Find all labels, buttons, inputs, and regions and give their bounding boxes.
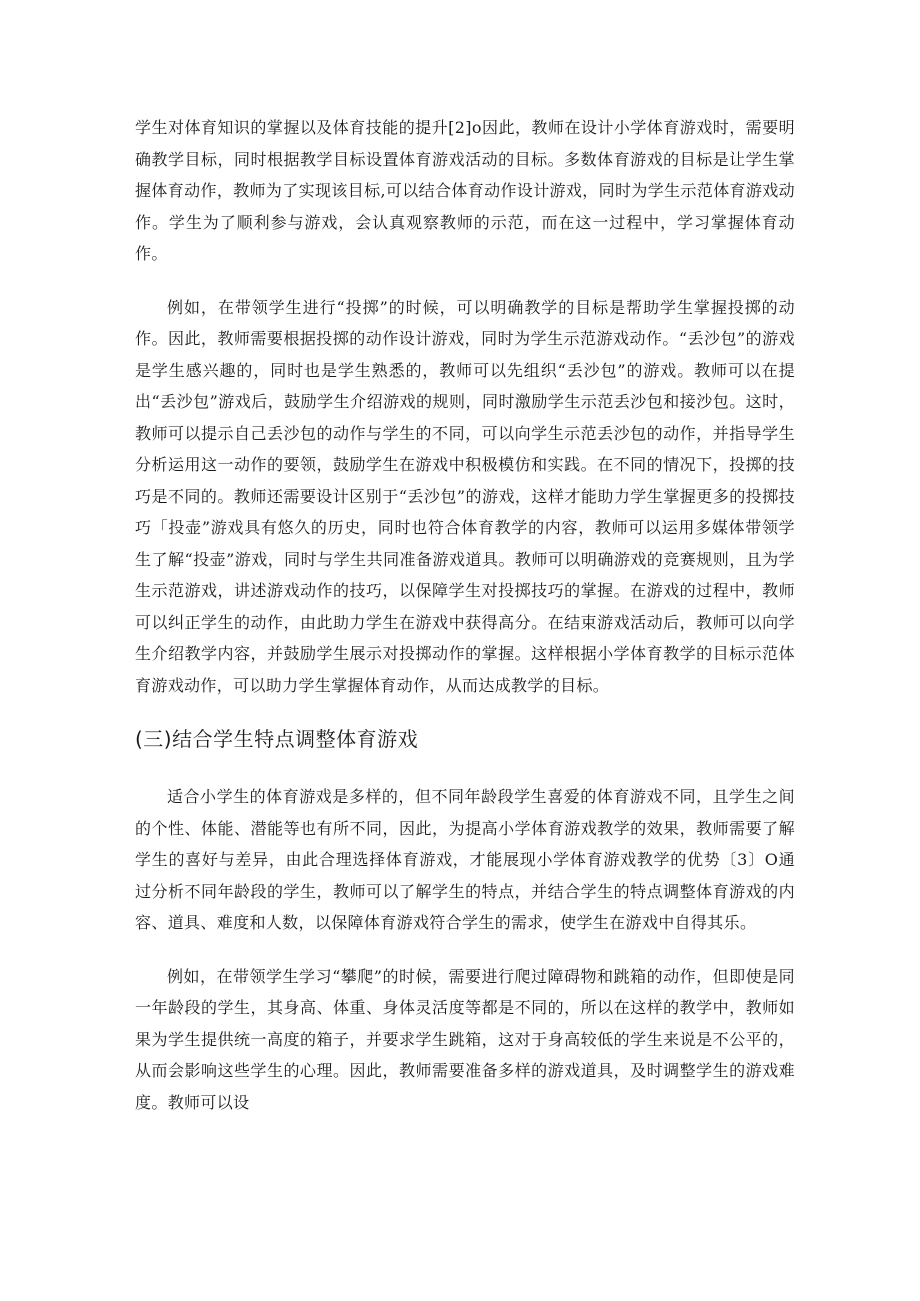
paragraph-4: 例如，在带领学生学习“攀爬”的时候，需要进行爬过障碍物和跳箱的动作，但即使是同一年龄段的学生，其身高、体重、身体灵活度等都是不同的，所以在这样的教学中，教师如果为学生提供统一高度的箱子，并要求学生跳箱，这对于身高较低的学生来说是不公平的，从而会影响这些学生的心理。因此，教师需要准备多样的游戏道具，及时调整学生的游戏难度。教师可以设 (135, 966, 795, 1112)
paragraph-1: 学生对体育知识的掌握以及体育技能的提升[2]o因此，教师在设计小学体育游戏时，需要明确教学目标，同时根据教学目标设置体育游戏活动的目标。多数体育游戏的目标是让学生掌握体育动作，教师为了实现该目标,可以结合体育动作设计游戏，同时为学生示范体育游戏动作。学生为了顺利参与游戏，会认真观察教师的示范，而在这一过程中，学习掌握体育动作。 (135, 118, 795, 263)
paragraph-2: 例如，在带领学生进行“投掷”的时候，可以明确教学的目标是帮助学生掌握投掷的动作。因此，教师需要根据投掷的动作设计游戏，同时为学生示范游戏动作。“丢沙包”的游戏是学生感兴趣的，同时也是学生熟悉的，教师可以先组织“丢沙包”的游戏。教师可以在提出“丢沙包”游戏后，鼓励学生介绍游戏的规则，同时激励学生示范丢沙包和接沙包。这时，教师可以提示自己丢沙包的动作与学生的不同，可以向学生示范丢沙包的动作，并指导学生分析运用这一动作的要领，鼓励学生在游戏中积极模仿和实践。在不同的情况下，投掷的技巧是不同的。教师还需要设计区别于“丢沙包”的游戏，这样才能助力学生掌握更多的投掷技巧「投壶”游戏具有悠久的历史，同时也符合体育教学的内容，教师可以运用多媒体带领学生了解“投壶”游戏，同时与学生共同准备游戏道具。教师可以明确游戏的竞赛规则，且为学生示范游戏，讲述游戏动作的技巧，以保障学生对投掷技巧的掌握。在游戏的过程中，教师可以纠正学生的动作，由此助力学生在游戏中获得高分。在结束游戏活动后，教师可以向学生介绍教学内容，并鼓励学生展示对投掷动作的掌握。这样根据小学体育教学的目标示范体育游戏动作，可以助力学生掌握体育动作，从而达成教学的目标。 (135, 297, 795, 695)
section-heading: (三)结合学生特点调整体育游戏 (135, 727, 419, 751)
document-page (135, 112, 795, 1118)
paragraph-3: 适合小学生的体育游戏是多样的，但不同年龄段学生喜爱的体育游戏不同，且学生之间的个性、体能、潜能等也有所不同，因此，为提高小学体育游戏教学的效果，教师需要了解学生的喜好与差异，由此合理选择体育游戏，才能展现小学体育游戏教学的优势〔3〕O通过分析不同年龄段的学生，教师可以了解学生的特点，并结合学生的特点调整体育游戏的内容、道具、难度和人数，以保障体育游戏符合学生的需求，使学生在游戏中自得其乐。 (135, 787, 795, 932)
